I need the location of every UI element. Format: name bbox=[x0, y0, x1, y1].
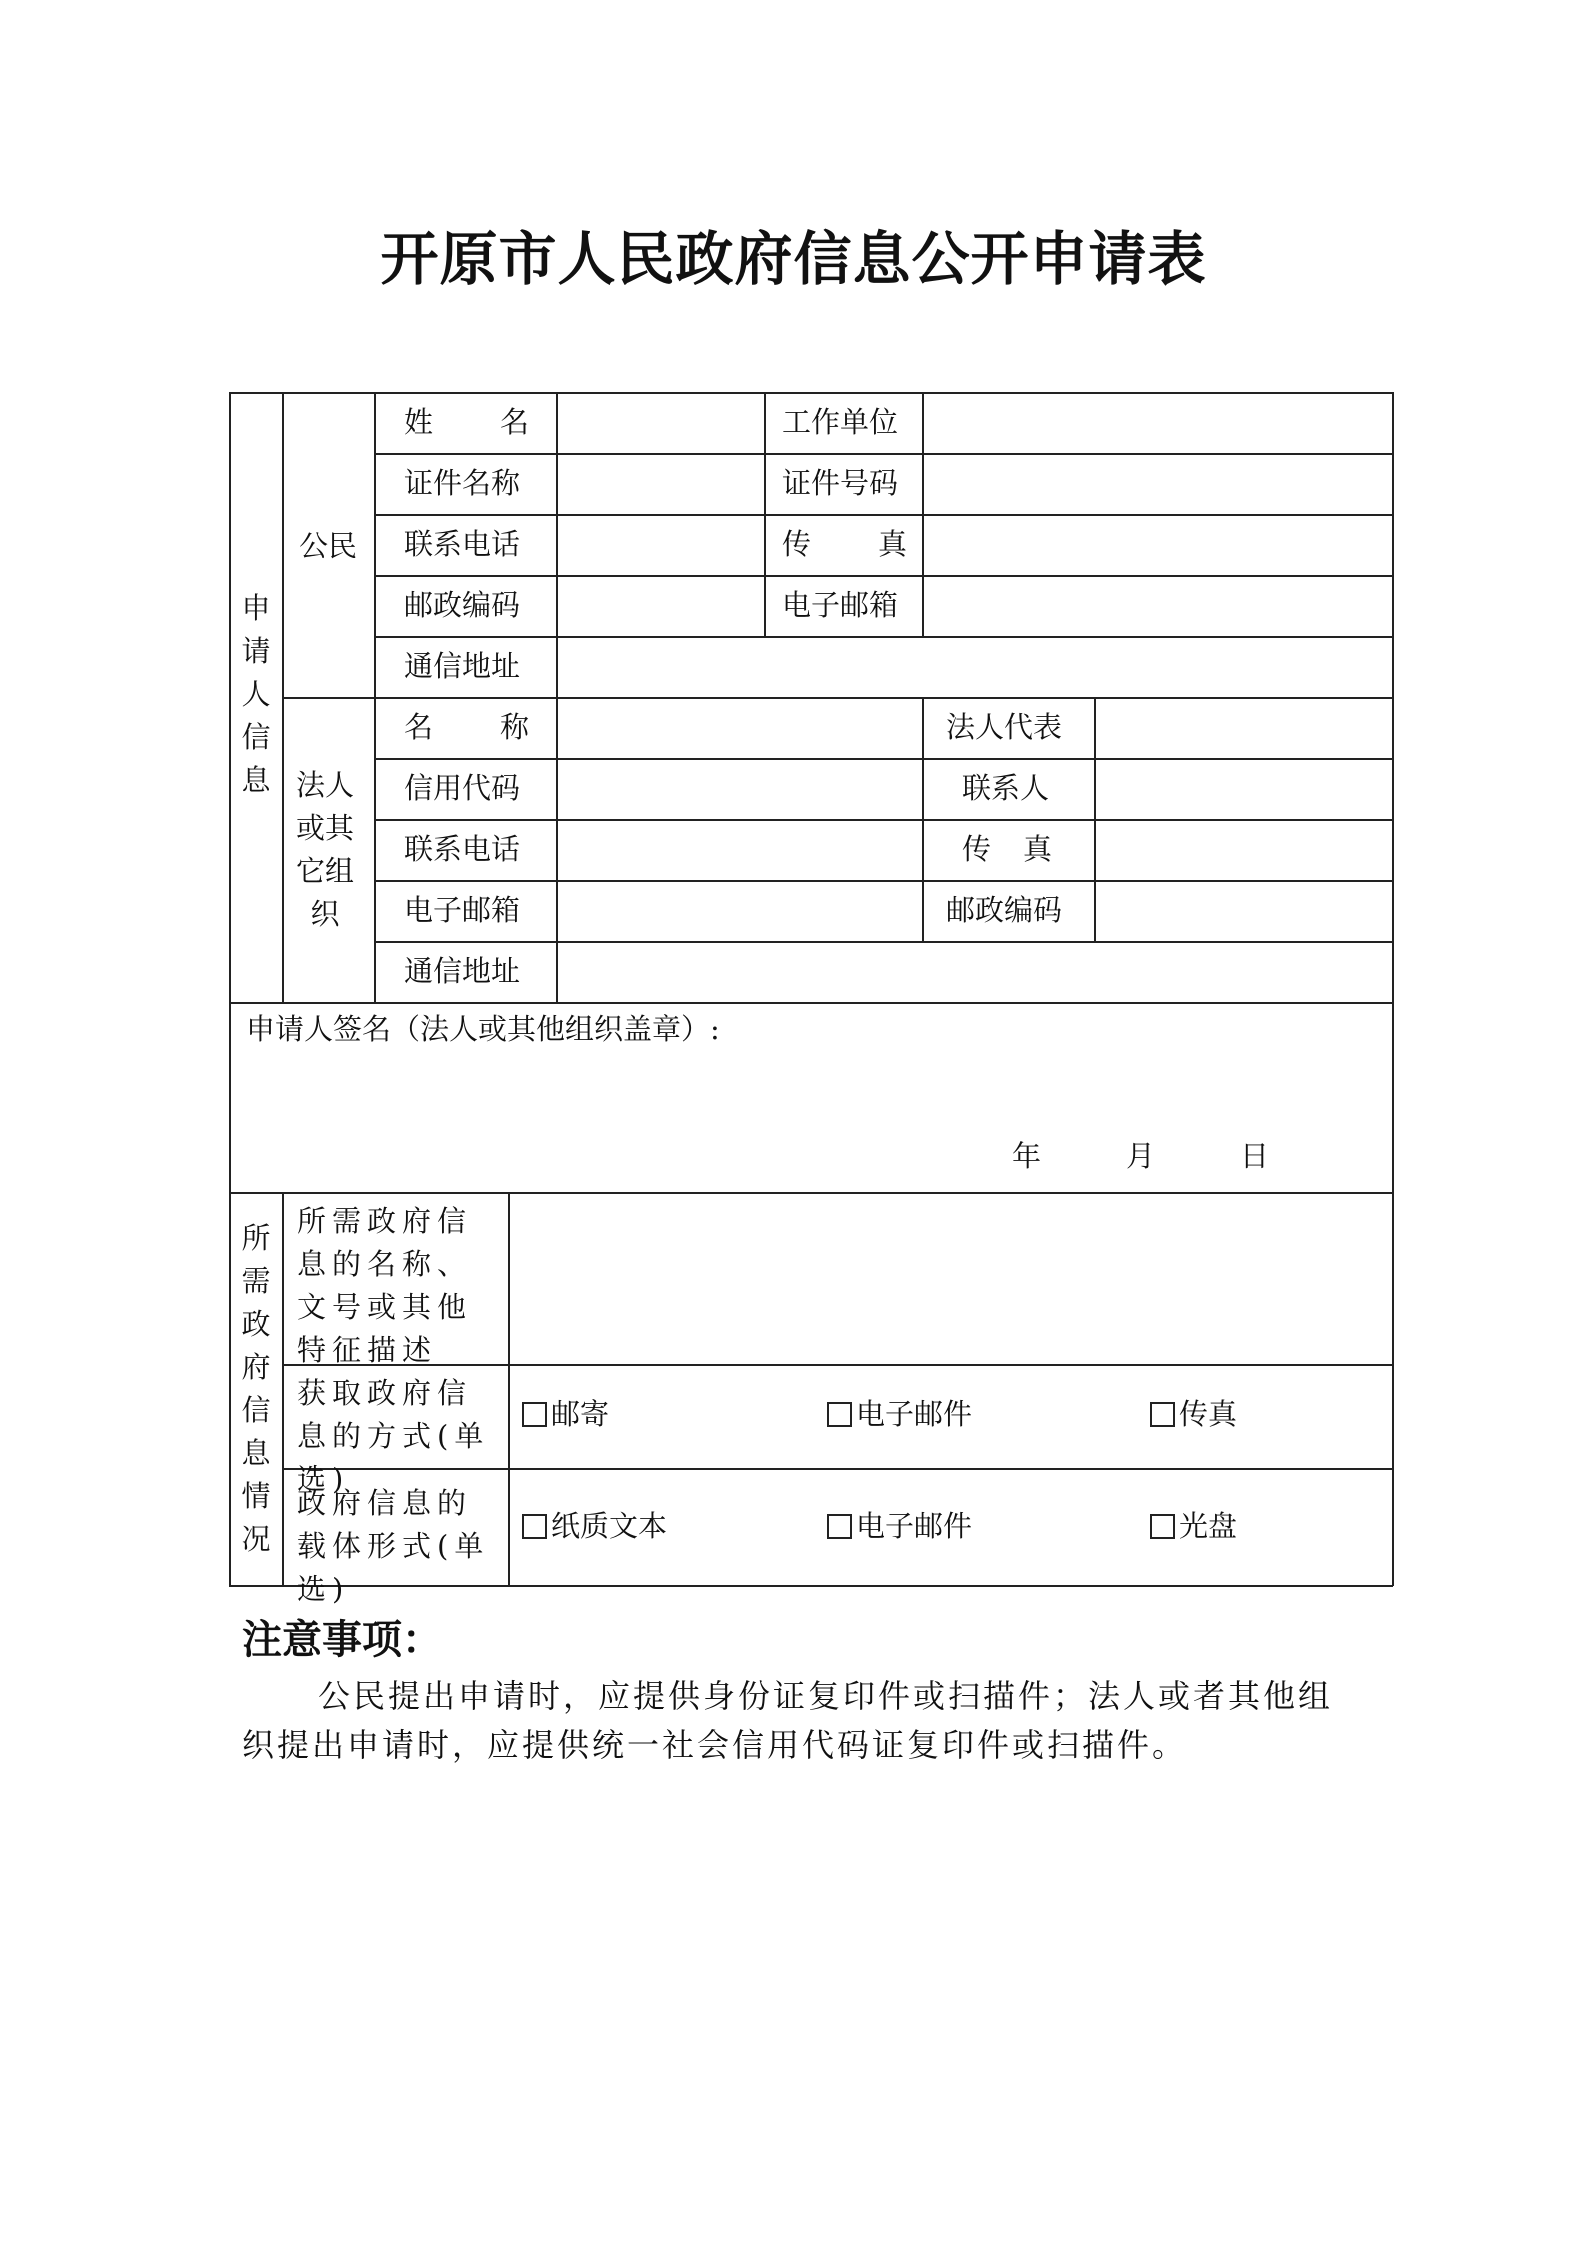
carrier-option-email[interactable]: 电子邮件 bbox=[827, 1512, 972, 1541]
citizen-id-number-field[interactable] bbox=[924, 455, 1391, 513]
org-postcode-field[interactable] bbox=[1096, 882, 1391, 940]
org-email-field[interactable] bbox=[558, 882, 921, 940]
org-address-label: 通信地址 bbox=[404, 954, 521, 988]
signature-day-label: 日 bbox=[1240, 1139, 1270, 1173]
citizen-fax-label: 传 真 bbox=[782, 527, 907, 561]
checkbox-icon[interactable] bbox=[827, 1402, 852, 1427]
checkbox-icon[interactable] bbox=[1150, 1402, 1175, 1427]
applicant-section-label: 申请人信息 bbox=[241, 591, 271, 797]
org-contact-label: 联系人 bbox=[962, 771, 1050, 805]
delivery-option-mail[interactable]: 邮寄 bbox=[522, 1400, 609, 1429]
checkbox-icon[interactable] bbox=[522, 1402, 547, 1427]
notes-text: 公民提出申请时，应提供身份证复印件或扫描件；法人或者其他组织提出申请时，应提供统一社会信用代码证复印件或扫描件。 bbox=[242, 1677, 1334, 1764]
citizen-address-label: 通信地址 bbox=[404, 649, 521, 683]
carrier-form-label: 政府信息的载体形式(单选) bbox=[297, 1486, 490, 1606]
citizen-name-label: 姓 名 bbox=[404, 405, 529, 439]
citizen-employer-label: 工作单位 bbox=[782, 405, 899, 439]
org-fax-field[interactable] bbox=[1096, 821, 1391, 879]
description-label: 所需政府信息的名称、文号或其他特征描述 bbox=[297, 1204, 473, 1367]
org-credit-code-field[interactable] bbox=[558, 760, 921, 818]
carrier-option-paper[interactable]: 纸质文本 bbox=[522, 1512, 667, 1541]
org-legal-rep-label: 法人代表 bbox=[946, 710, 1063, 744]
citizen-fax-field[interactable] bbox=[924, 516, 1391, 574]
org-legal-rep-field[interactable] bbox=[1096, 699, 1391, 757]
citizen-name-field[interactable] bbox=[558, 394, 763, 452]
citizen-phone-label: 联系电话 bbox=[404, 527, 521, 561]
org-fax-label: 传 真 bbox=[962, 832, 1052, 866]
org-name-label: 名 称 bbox=[404, 710, 529, 744]
notes-heading: 注意事项： bbox=[242, 1617, 442, 1663]
organization-label: 法人或其它组织 bbox=[295, 768, 354, 931]
org-phone-field[interactable] bbox=[558, 821, 921, 879]
signature-month-label: 月 bbox=[1126, 1139, 1156, 1173]
citizen-postcode-label: 邮政编码 bbox=[404, 588, 521, 622]
citizen-id-number-label: 证件号码 bbox=[782, 466, 899, 500]
citizen-id-type-field[interactable] bbox=[558, 455, 763, 513]
checkbox-icon[interactable] bbox=[827, 1514, 852, 1539]
signature-area[interactable] bbox=[231, 1004, 1391, 1190]
checkbox-icon[interactable] bbox=[522, 1514, 547, 1539]
org-credit-code-label: 信用代码 bbox=[404, 771, 521, 805]
carrier-option-disc[interactable]: 光盘 bbox=[1150, 1512, 1237, 1541]
application-form bbox=[229, 392, 1393, 1606]
delivery-option-fax[interactable]: 传真 bbox=[1150, 1400, 1237, 1429]
org-postcode-label: 邮政编码 bbox=[946, 893, 1063, 927]
org-email-label: 电子邮箱 bbox=[404, 893, 521, 927]
citizen-employer-field[interactable] bbox=[924, 394, 1391, 452]
org-contact-field[interactable] bbox=[1096, 760, 1391, 818]
delivery-option-email[interactable]: 电子邮件 bbox=[827, 1400, 972, 1429]
request-section-label: 所需政府信息情况 bbox=[241, 1221, 271, 1556]
checkbox-icon[interactable] bbox=[1150, 1514, 1175, 1539]
citizen-address-field[interactable] bbox=[558, 638, 1391, 696]
org-address-field[interactable] bbox=[558, 943, 1391, 1001]
org-phone-label: 联系电话 bbox=[404, 832, 521, 866]
citizen-id-type-label: 证件名称 bbox=[404, 466, 521, 500]
citizen-phone-field[interactable] bbox=[558, 516, 763, 574]
page-title: 开原市人民政府信息公开申请表 bbox=[380, 225, 1207, 293]
org-name-field[interactable] bbox=[558, 699, 921, 757]
citizen-email-label: 电子邮箱 bbox=[782, 588, 899, 622]
description-field[interactable] bbox=[510, 1194, 1391, 1362]
citizen-postcode-field[interactable] bbox=[558, 577, 763, 635]
citizen-email-field[interactable] bbox=[924, 577, 1391, 635]
signature-label: 申请人签名（法人或其他组织盖章）: bbox=[246, 1012, 720, 1046]
citizen-label: 公民 bbox=[299, 529, 358, 563]
delivery-method-label: 获取政府信息的方式(单选) bbox=[297, 1376, 490, 1496]
signature-year-label: 年 bbox=[1012, 1139, 1042, 1173]
